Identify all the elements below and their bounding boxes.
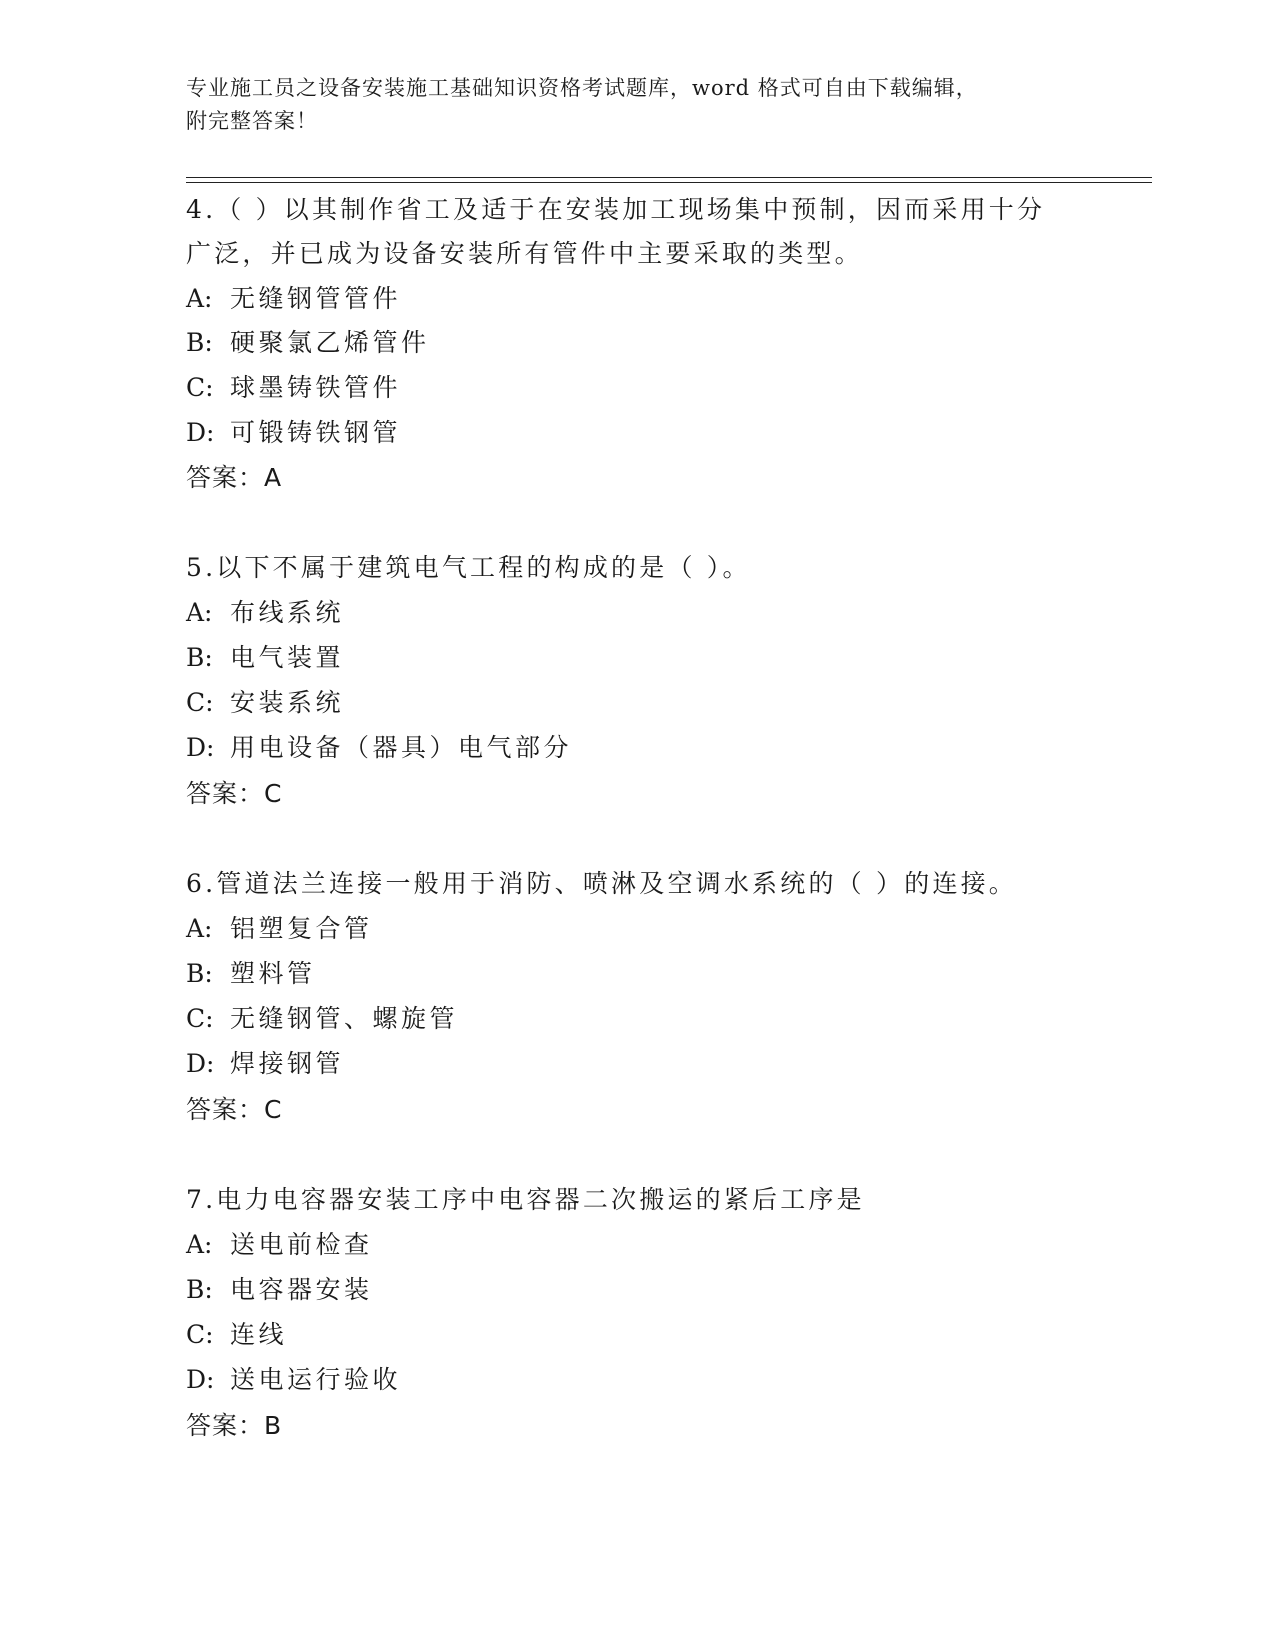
- question-stem: 4.（ ）以其制作省工及适于在安装加工现场集中预制，因而采用十分: [186, 195, 1046, 224]
- option-label: B:: [186, 643, 213, 672]
- answer: 答案：B: [186, 1411, 283, 1440]
- option-text: 球墨铸铁管件: [230, 373, 402, 402]
- option-text: 塑料管: [230, 959, 316, 988]
- option-c: [186, 1319, 287, 1351]
- option-text: 无缝钢管、螺旋管: [230, 1004, 459, 1033]
- option-label: B:: [186, 328, 213, 357]
- option-text: 送电前检查: [230, 1230, 373, 1259]
- option-label: D:: [186, 733, 215, 762]
- option-text: 连线: [230, 1320, 288, 1349]
- option-label: C:: [186, 688, 214, 717]
- option-d: [186, 1048, 344, 1080]
- option-label: A:: [186, 598, 213, 627]
- option-text: 无缝钢管管件: [230, 284, 402, 313]
- answer: 答案：A: [186, 463, 283, 492]
- option-a: [186, 913, 373, 945]
- option-text: 电容器安装: [230, 1275, 373, 1304]
- option-d: [186, 417, 401, 449]
- option-d: [186, 1364, 401, 1396]
- header-divider-top: [186, 177, 1152, 178]
- option-label: B:: [186, 1275, 213, 1304]
- option-c: [186, 372, 401, 404]
- option-text: 硬聚氯乙烯管件: [230, 328, 430, 357]
- option-label: C:: [186, 1004, 214, 1033]
- option-a: [186, 283, 401, 315]
- option-label: B:: [186, 959, 213, 988]
- document-header: [186, 72, 1086, 138]
- question-stem: 5.以下不属于建筑电气工程的构成的是（ ）。: [186, 553, 751, 582]
- option-label: A:: [186, 914, 213, 943]
- option-label: D:: [186, 1365, 215, 1394]
- option-text: 送电运行验收: [230, 1365, 402, 1394]
- option-b: [186, 327, 430, 359]
- header-line-1: 专业施工员之设备安装施工基础知识资格考试题库，word 格式可自由下载编辑，: [186, 76, 978, 100]
- option-label: C:: [186, 1320, 214, 1349]
- question-stem-continued: 广泛，并已成为设备安装所有管件中主要采取的类型。: [186, 239, 863, 268]
- option-text: 安装系统: [230, 688, 345, 717]
- option-label: A:: [186, 284, 213, 313]
- option-b: [186, 642, 344, 674]
- option-a: [186, 1229, 373, 1261]
- option-a: [186, 597, 344, 629]
- option-label: C:: [186, 373, 214, 402]
- option-text: 用电设备（器具）电气部分: [230, 733, 573, 762]
- option-b: [186, 958, 316, 990]
- option-text: 焊接钢管: [230, 1049, 345, 1078]
- option-label: A:: [186, 1230, 213, 1259]
- option-label: D:: [186, 1049, 215, 1078]
- question-stem: 6.管道法兰连接一般用于消防、喷淋及空调水系统的（ ）的连接。: [186, 869, 1018, 898]
- option-c: [186, 687, 344, 719]
- option-text: 电气装置: [230, 643, 345, 672]
- option-b: [186, 1274, 373, 1306]
- option-text: 布线系统: [230, 598, 345, 627]
- option-d: [186, 732, 572, 764]
- question-stem: 7.电力电容器安装工序中电容器二次搬运的紧后工序是: [186, 1185, 865, 1214]
- option-text: 铝塑复合管: [230, 914, 373, 943]
- option-label: D:: [186, 418, 215, 447]
- header-divider-bottom: [186, 182, 1152, 183]
- option-text: 可锻铸铁钢管: [230, 418, 402, 447]
- option-c: [186, 1003, 458, 1035]
- header-line-2: 附完整答案！: [186, 109, 318, 133]
- answer: 答案：C: [186, 779, 283, 808]
- answer: 答案：C: [186, 1095, 283, 1124]
